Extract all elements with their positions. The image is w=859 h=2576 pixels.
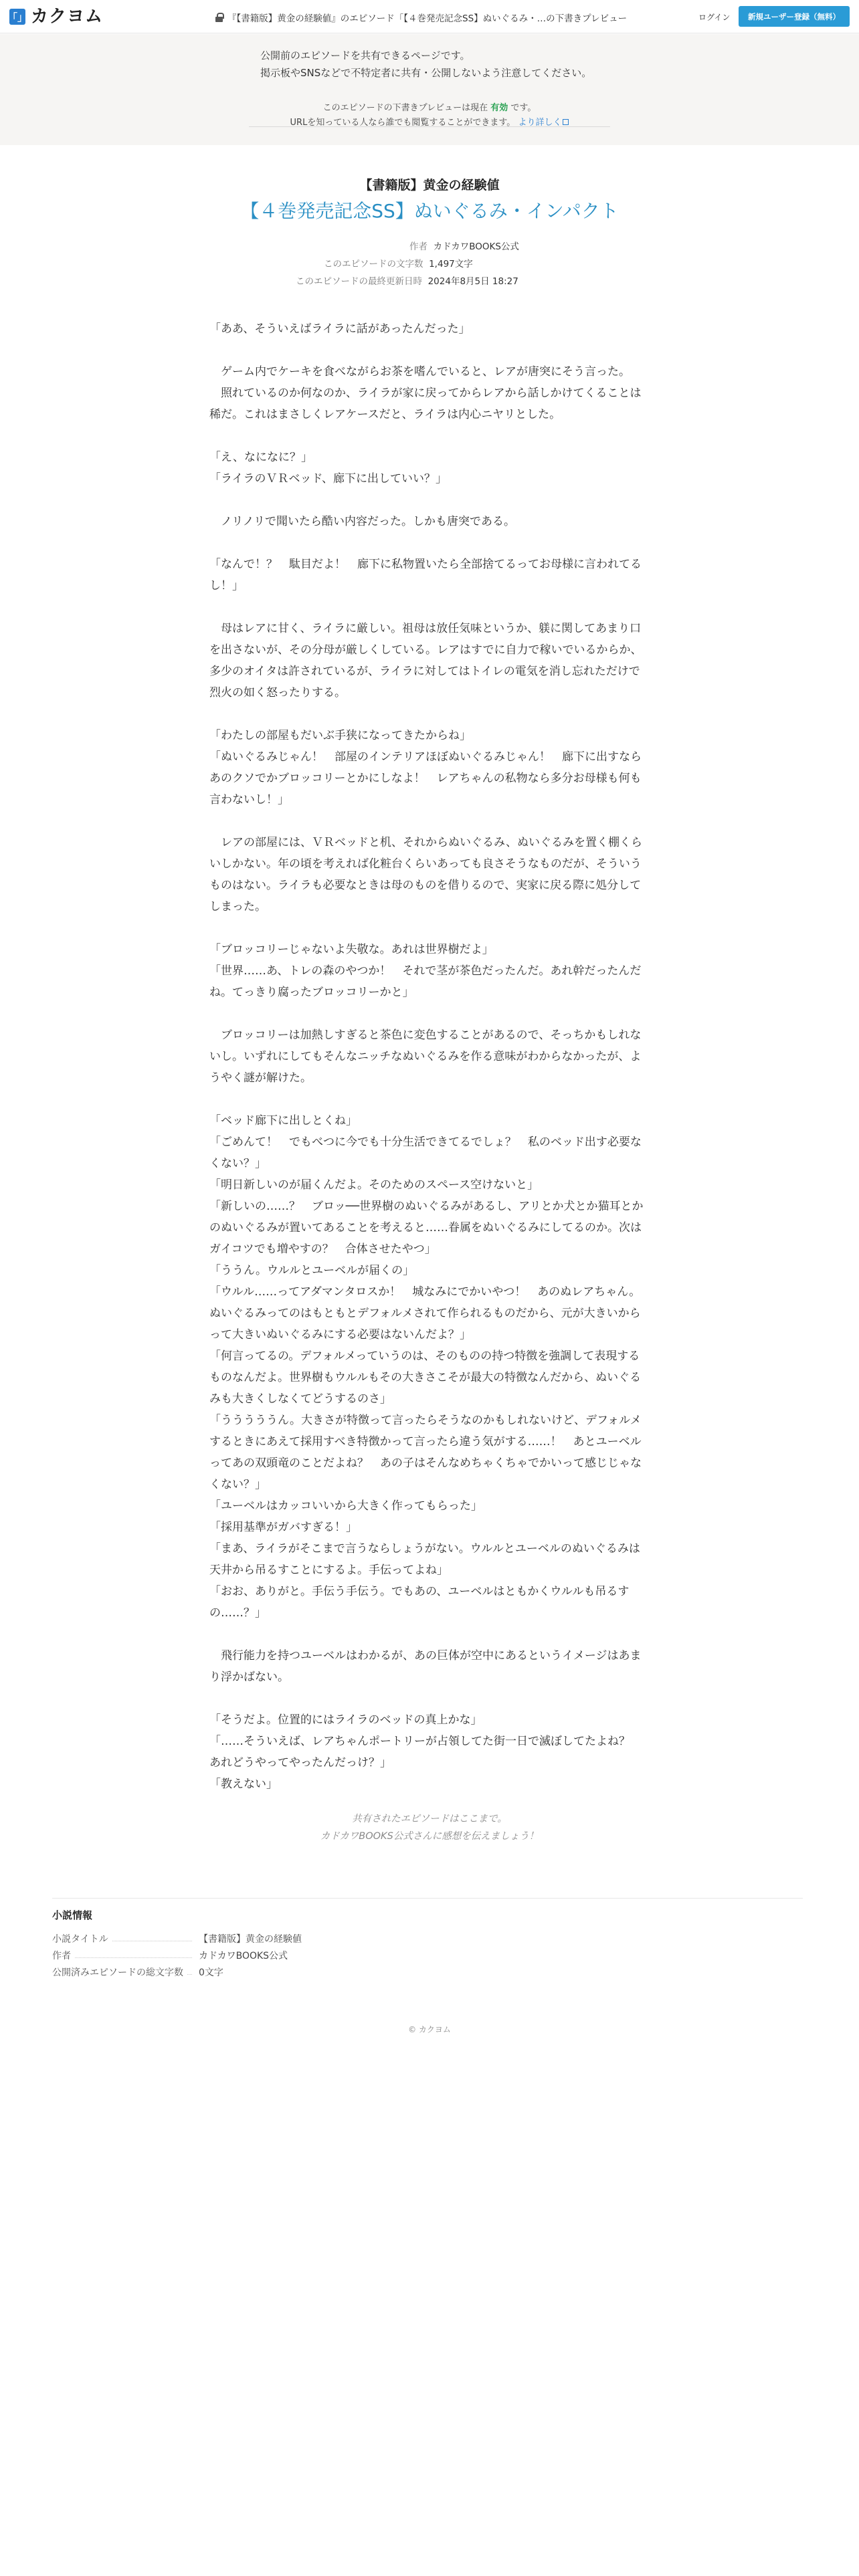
episode-body xyxy=(209,318,651,1795)
kakuyomu-logo-icon: 「」 xyxy=(9,9,25,25)
updated-meta: このエピソードの最終更新日時 2024年8月5日 18:27 xyxy=(296,276,518,287)
blank-line xyxy=(209,425,651,447)
logo-text: カクヨム xyxy=(31,7,104,27)
info-row-title: 小説タイトル 【書籍版】黄金の経験値 xyxy=(52,1932,302,1945)
body-paragraph: 「ああ、そういえばライラに話があったんだった」 xyxy=(209,322,470,336)
author-meta: 作者 カドカワBOOKS公式 xyxy=(409,241,519,252)
blank-line xyxy=(209,1003,651,1025)
author-name[interactable]: カドカワBOOKS公式 xyxy=(433,241,519,252)
body-paragraph: 「ぬいぐるみじゃん！ 部屋のインテリアほぼぬいぐるみじゃん！ 廊下に出すならあのクソでかブロッコリーとかにしなよ！ レアちゃんの私物なら多分お母様も何も言わないし！」 xyxy=(209,750,642,807)
blank-line xyxy=(209,532,651,554)
blank-line xyxy=(209,704,651,725)
blank-line xyxy=(209,918,651,939)
login-link[interactable]: ログイン xyxy=(698,13,731,22)
body-paragraph: 「そうだよ。位置的にはライラのベッドの真上かな」 xyxy=(209,1713,482,1727)
body-paragraph: 「うううううん。大きさが特徴って言ったらそうなのかもしれないけど、デフォルメするときにあえて採用すべき特徴かって言ったら違う気がする……！ あとユーベルってあの双頭竜のことだよね？ あの子はそんなめちゃくちゃでかいって感じじゃなくない？」 xyxy=(209,1414,642,1491)
body-paragraph: 「おお、ありがと。手伝う手伝う。でもあの、ユーベルはともかくウルルも吊るすの……？」 xyxy=(209,1585,630,1620)
external-link-icon xyxy=(563,119,569,125)
body-paragraph: 「ベッド廊下に出しとくね」 xyxy=(209,1114,357,1128)
blank-line xyxy=(209,1089,651,1110)
body-paragraph: 「ブロッコリーじゃないよ失敬な。あれは世界樹だよ」 xyxy=(209,943,494,956)
blank-line xyxy=(209,490,651,511)
blank-line xyxy=(209,811,651,832)
signup-button[interactable]: 新規ユーザー登録（無料） xyxy=(739,6,850,27)
body-paragraph: ブロッコリーは加熱しすぎると茶色に変色することがあるので、そっちかもしれないし。いずれにしてもそんなニッチなぬいぐるみを作る意味がわからなかったが、ようやく謎が解けた。 xyxy=(209,1029,642,1085)
body-paragraph: 「わたしの部屋もだいぶ手狭になってきたからね」 xyxy=(209,729,471,742)
body-paragraph: 「世界……あ、トレの森のやつか！ それで茎が茶色だったんだ。あれ幹だったんだね。てっきり腐ったブロッコリーかと」 xyxy=(209,964,642,999)
body-paragraph: 「ごめんて！ でもべつに今でも十分生活できてるでしょ？ 私のベッド出す必要なくない？」 xyxy=(209,1136,642,1170)
blank-line xyxy=(209,340,651,361)
body-paragraph: 「ウルル……ってアダマンタロスか！ 城なみにでかいやつ！ あのぬレアちゃん。ぬいぐるみってのはもともとデフォルメされて作られるものだから、元が大きいからって大きいぬいぐるみにする必要はないんだよ？」 xyxy=(209,1285,641,1341)
notice-line-1: 公開前のエピソードを共有できるページです。 xyxy=(260,49,470,62)
body-paragraph: 「採用基準がガバすぎる！」 xyxy=(209,1521,357,1534)
body-paragraph: レアの部屋には、ＶＲベッドと机、それからぬいぐるみ、ぬいぐるみを置く棚くらいしかない。年の頃を考えれば化粧台くらいあっても良さそうなものだが、そういうものはない。ライラも必要なときは母のものを借りるので、実家に戻る際に処分してしまった。 xyxy=(209,836,643,914)
body-paragraph: 母はレアに甘く、ライラに厳しい。祖母は放任気味というか、躾に関してあまり口を出さないが、その分母が厳しくしている。レアはすでに自力で稼いでいるからか、多少のオイタは許されているが、ライラに対してはトイレの電気を消し忘れただけで烈火の如く怒ったりする。 xyxy=(209,622,642,700)
end-note-line-1: 共有されたエピソードはここまで。 xyxy=(352,1814,507,1824)
body-paragraph: 「なんで！？ 駄目だよ！ 廊下に私物置いたら全部捨てるってお母様に言われてるし！」 xyxy=(209,558,642,593)
preview-page-title xyxy=(215,11,627,24)
body-paragraph: 「新しいの……？ ブロッ──世界樹のぬいぐるみがあるし、アリとか犬とか猫耳とかのぬいぐるみが置いてあることを考えると……眷属をぬいぐるみにしてるのか。次はガイコツでも増やすの？ 合体させたやつ」 xyxy=(209,1200,644,1256)
blank-line xyxy=(209,1624,651,1645)
body-paragraph: 「ユーベルはカッコいいから大きく作ってもらった」 xyxy=(209,1499,482,1513)
work-title[interactable]: 【書籍版】黄金の経験値 xyxy=(359,178,500,193)
end-note-line-2: カドカワBOOKS公式さんに感想を伝えましょう！ xyxy=(320,1831,539,1842)
info-row-published-chars: 公開済みエピソードの総文字数 0文字 xyxy=(52,1967,223,1978)
preview-page-title-text: 『【書籍版】黄金の経験値』のエピソード「【４巻発売記念SS】ぬいぐるみ・…の下書きプレビュー xyxy=(227,13,628,24)
info-row-author: 作者 カドカワBOOKS公式 xyxy=(52,1949,288,1962)
body-paragraph: 照れているのか何なのか、ライラが家に戻ってからレアから話しかけてくることは稀だ。これはまさしくレアケースだと、ライラは内心ニヤリとした。 xyxy=(209,387,642,421)
body-paragraph: 「ううん。ウルルとユーベルが届くの」 xyxy=(209,1264,415,1277)
blank-line xyxy=(209,1688,651,1709)
body-paragraph: 「まあ、ライラがそこまで言うならしょうがない。ウルルとユーベルのぬいぐるみは天井から吊るすことにするよ。手伝ってよね」 xyxy=(209,1542,640,1577)
episode-title: 【４巻発売記念SS】ぬいぐるみ・インパクト xyxy=(240,200,619,222)
body-paragraph: 「明日新しいのが届くんだよ。そのためのスペース空けないと」 xyxy=(209,1178,539,1192)
chars-meta: このエピソードの文字数 1,497文字 xyxy=(324,259,473,270)
body-paragraph: ノリノリで聞いたら酷い内容だった。しかも唐突である。 xyxy=(209,515,515,528)
novel-title-link[interactable]: 【書籍版】黄金の経験値 xyxy=(199,1934,302,1945)
section-divider xyxy=(52,1898,803,1899)
more-info-link[interactable]: より詳しく xyxy=(518,118,569,128)
status-value: 有効 xyxy=(490,103,508,113)
site-logo[interactable] xyxy=(9,8,103,25)
body-paragraph: 「……そういえば、レアちゃんポートリーが占領してた街一日で滅ぼしてたよね？ あれどうやってやったんだっけ？」 xyxy=(209,1735,642,1769)
body-paragraph: 飛行能力を持つユーベルはわかるが、あの巨体が空中にあるというイメージはあまり浮かばない。 xyxy=(209,1649,642,1684)
novel-author-link[interactable]: カドカワBOOKS公式 xyxy=(199,1951,288,1961)
body-paragraph: 「何言ってるの。デフォルメっていうのは、そのものの持つ特徴を強調して表現するものなんだよ。世界樹もウルルもその大きさこそが最大の特徴なんだから、ぬいぐるみも大きくしなくてどうするのさ」 xyxy=(209,1350,642,1406)
body-paragraph: ゲーム内でケーキを食べながらお茶を嗜んでいると、レアが唐突にそう言った。 xyxy=(209,365,630,379)
top-bar xyxy=(0,0,859,33)
notice-line-2: 掲示板やSNSなどで不特定者に共有・公開しないよう注意してください。 xyxy=(260,67,592,79)
body-paragraph: 「え、なになに？」 xyxy=(209,451,313,464)
footer-copyright: © カクヨム xyxy=(408,2025,451,2034)
body-paragraph: 「教えない」 xyxy=(209,1778,278,1791)
lock-icon xyxy=(215,13,223,22)
body-paragraph: 「ライラのＶＲベッド、廊下に出していい？」 xyxy=(209,472,447,486)
draft-preview-notice xyxy=(0,34,859,145)
url-notice: URLを知っている人なら誰でも閲覧することができます。 より詳しく xyxy=(0,115,859,128)
blank-line xyxy=(209,597,651,618)
preview-status: このエピソードの下書きプレビューは現在 有効 です。 xyxy=(322,103,537,113)
novel-info-heading: 小説情報 xyxy=(52,1909,93,1921)
